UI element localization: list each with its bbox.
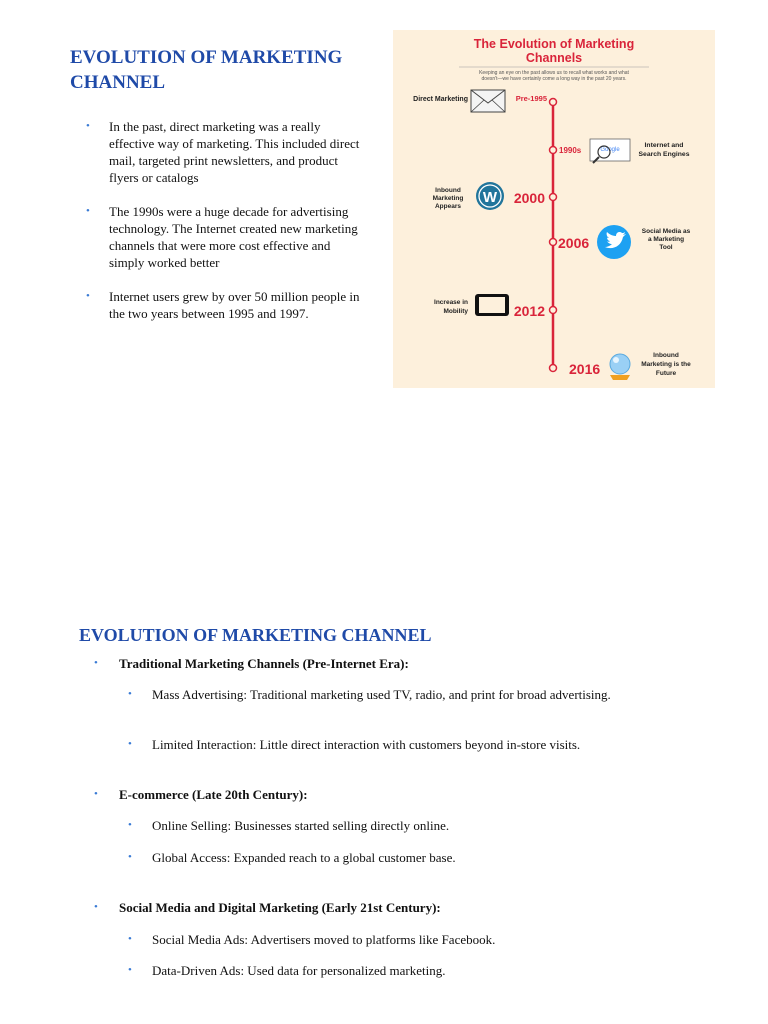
timeline-dot [550,99,557,106]
sub-list-item-text: Social Media Ads: Advertisers moved to platforms like Facebook. [152,932,496,947]
milestone-label: Internet and [644,142,684,149]
infographic-title: Channels [525,51,583,65]
section-heading: Traditional Marketing Channels (Pre-Internet Era): [119,656,409,671]
milestone-label: Mobility [443,308,468,315]
timeline-dot [550,307,557,314]
evolution-infographic [393,30,715,388]
milestone-label: Marketing [432,195,464,202]
infographic-title: The Evolution of Marketing [473,37,635,51]
timeline-dot [550,239,557,246]
milestone-label: Tool [659,244,673,251]
intro-bullet-list [86,118,362,339]
twitter-icon [597,225,631,259]
sub-list-item-text: Data-Driven Ads: Used data for personalized marketing. [152,963,446,978]
milestone-label: Direct Marketing [413,96,468,103]
milestone-label: Social Media as [641,228,691,235]
list-item-text: In the past, direct marketing was a really effective way of marketing. This included direct mail, targeted print newsletters, and product flyers or catalogs [109,119,360,185]
sub-list-item-text: Online Selling: Businesses started selling directly online. [152,818,450,833]
milestone-label: Inbound [435,187,461,194]
bullet-icon: • [128,819,132,831]
bullet-icon: • [128,964,132,976]
bullet-icon: • [128,738,132,750]
milestone-label: Marketing is the [641,361,691,368]
milestone-year: 1990s [559,146,582,155]
timeline-dot [550,194,557,201]
infographic-subtitle: Keeping an eye on the past allows us to recall what works and what [479,70,629,76]
bullet-icon: • [128,851,132,863]
list-item-text: The 1990s were a huge decade for advertising technology. The Internet created new marketing channels that were more cost effective and simply worked better [109,204,358,270]
list-item [86,288,362,322]
envelope-icon [471,90,505,112]
milestone-year: Pre-1995 [515,94,547,103]
bullet-icon: • [128,933,132,945]
tablet-icon [475,294,509,316]
infographic-subtitle: doesn't—we have certainly come a long way in the past 20 years. [481,76,627,82]
list-item [86,118,362,186]
milestone-year: 2012 [513,303,545,319]
bullet-icon: • [94,657,98,669]
milestone-label: Search Engines [638,151,690,158]
list-item [86,203,362,271]
bullet-icon: • [94,788,98,800]
bullet-icon: • [128,688,132,700]
page-title: EVOLUTION OF MARKETING CHANNEL [70,47,343,93]
svg-text:W: W [482,189,498,206]
timeline-dot [550,365,557,372]
google-search-icon [590,139,630,163]
timeline-dot [550,147,557,154]
milestone-label: Inbound [653,352,679,359]
sub-list-item-text: Mass Advertising: Traditional marketing used TV, radio, and print for broad advertising. [152,687,611,702]
milestone-year: 2000 [513,190,545,206]
bullet-icon: • [86,290,90,302]
section-heading: Social Media and Digital Marketing (Early 21st Century): [119,900,441,915]
wordpress-icon [476,182,504,210]
bullet-icon: • [86,205,90,217]
bullet-icon: • [86,120,90,132]
milestone-label: Increase in [434,299,468,306]
milestone-year: 2006 [558,235,590,251]
list-item-text: Internet users grew by over 50 million people in the two years between 1995 and 1997. [109,289,360,321]
sub-list-item-text: Limited Interaction: Little direct interaction with customers beyond in-store visits. [152,737,581,752]
milestone-label: Appears [434,203,462,210]
milestone-label: a Marketing [647,236,685,243]
google-logo-text: Google [600,147,620,153]
crystal-ball-icon [610,354,630,380]
milestone-year: 2016 [569,361,601,377]
bullet-icon: • [94,901,98,913]
sub-list-item-text: Global Access: Expanded reach to a global customer base. [152,850,456,865]
milestone-label: Future [655,370,677,377]
section-title: EVOLUTION OF MARKETING CHANNEL [79,625,432,645]
section-heading: E-commerce (Late 20th Century): [119,787,308,802]
